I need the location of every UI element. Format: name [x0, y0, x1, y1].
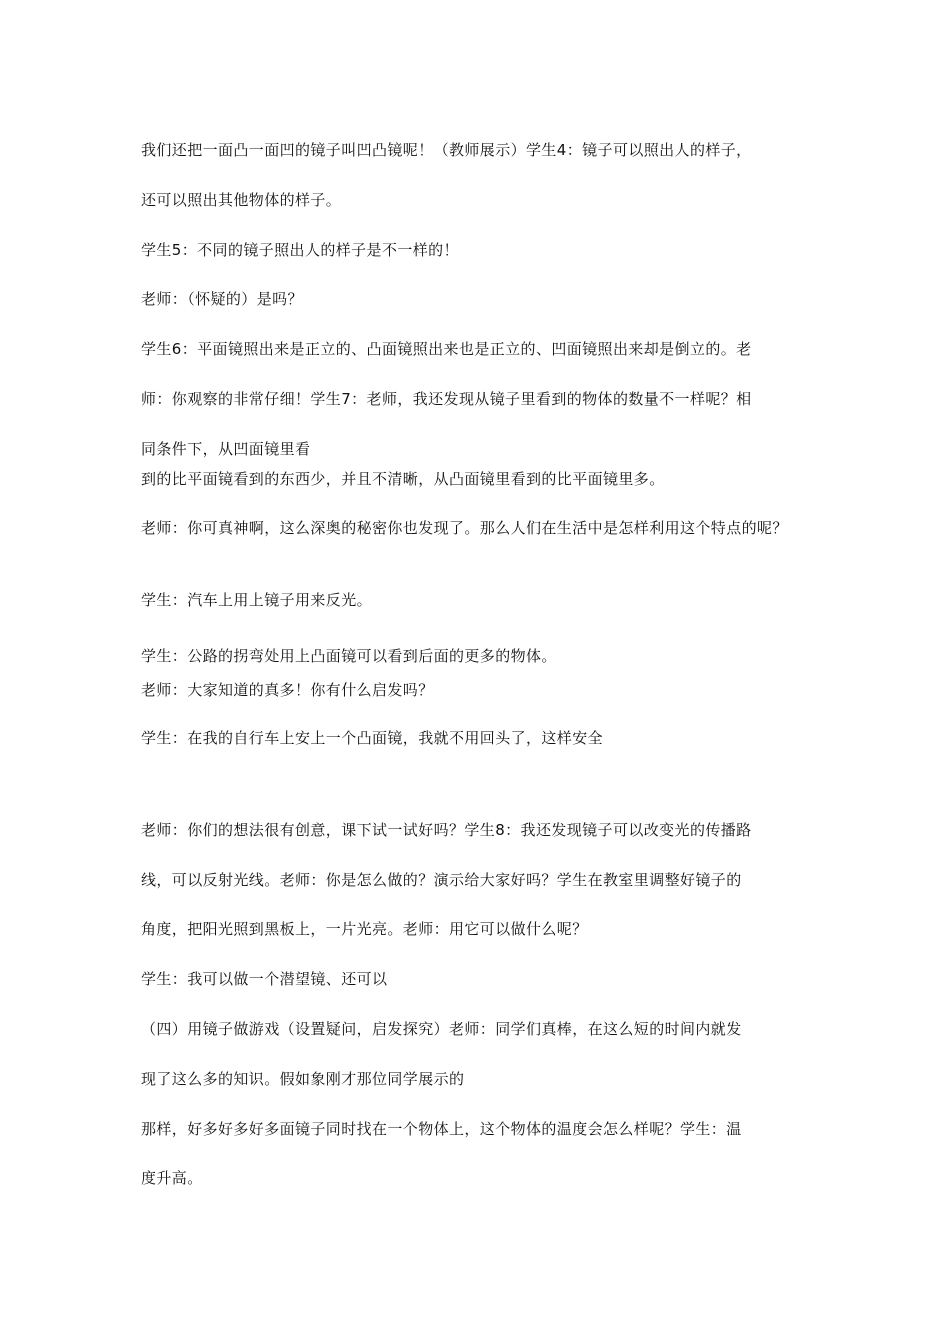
text-line: 学生：汽车上用上镜子用来反光。 — [141, 591, 373, 609]
text-line: 那样，好多好多好多面镜子同时找在一个物体上，这个物体的温度会怎么样呢？学生：温 — [141, 1120, 742, 1138]
text-line: 学生：公路的拐弯处用上凸面镜可以看到后面的更多的物体。 — [141, 647, 557, 665]
text-line: （四）用镜子做游戏（设置疑问，启发探究）老师：同学们真棒，在这么短的时间内就发 — [141, 1020, 742, 1038]
text-line: 同条件下，从凹面镜里看 — [141, 440, 311, 458]
text-line: 老师：大家知道的真多！你有什么启发吗？ — [141, 681, 434, 699]
text-line: 师：你观察的非常仔细！学生7：老师，我还发现从镜子里看到的物体的数量不一样呢？相 — [141, 390, 752, 408]
text-line: 学生6：平面镜照出来是正立的、凸面镜照出来也是正立的、凹面镜照出来却是倒立的。老 — [141, 340, 752, 358]
text-line: 学生：我可以做一个潜望镜、还可以 — [141, 970, 388, 988]
text-paragraph: 老师：你可真神啊，这么深奥的秘密你也发现了。那么人们在生活中是怎样利用这个特点的呢？ — [141, 519, 788, 537]
text-line: 学生5：不同的镜子照出人的样子是不一样的！ — [141, 241, 459, 259]
text-line: 现了这么多的知识。假如象刚才那位同学展示的 — [141, 1070, 465, 1088]
text-line: 我们还把一面凸一面凹的镜子叫凹凸镜呢！（教师展示）学生4：镜子可以照出人的样子， — [141, 141, 752, 159]
text-line: 角度，把阳光照到黑板上，一片光亮。老师：用它可以做什么呢？ — [141, 920, 588, 938]
text-line: 线，可以反射光线。老师：你是怎么做的？演示给大家好吗？学生在教室里调整好镜子的 — [141, 871, 742, 889]
text-line: 老师：你们的想法很有创意，课下试一试好吗？学生8：我还发现镜子可以改变光的传播路 — [141, 821, 752, 839]
text-line: 度升高。 — [141, 1169, 203, 1187]
text-line: 到的比平面镜看到的东西少，并且不清晰，从凸面镜里看到的比平面镜里多。 — [141, 470, 665, 488]
text-line: 学生：在我的自行车上安上一个凸面镜，我就不用回头了，这样安全 — [141, 729, 604, 747]
text-line: 老师：（怀疑的）是吗？ — [141, 290, 303, 308]
text-line: 还可以照出其他物体的样子。 — [141, 191, 342, 209]
